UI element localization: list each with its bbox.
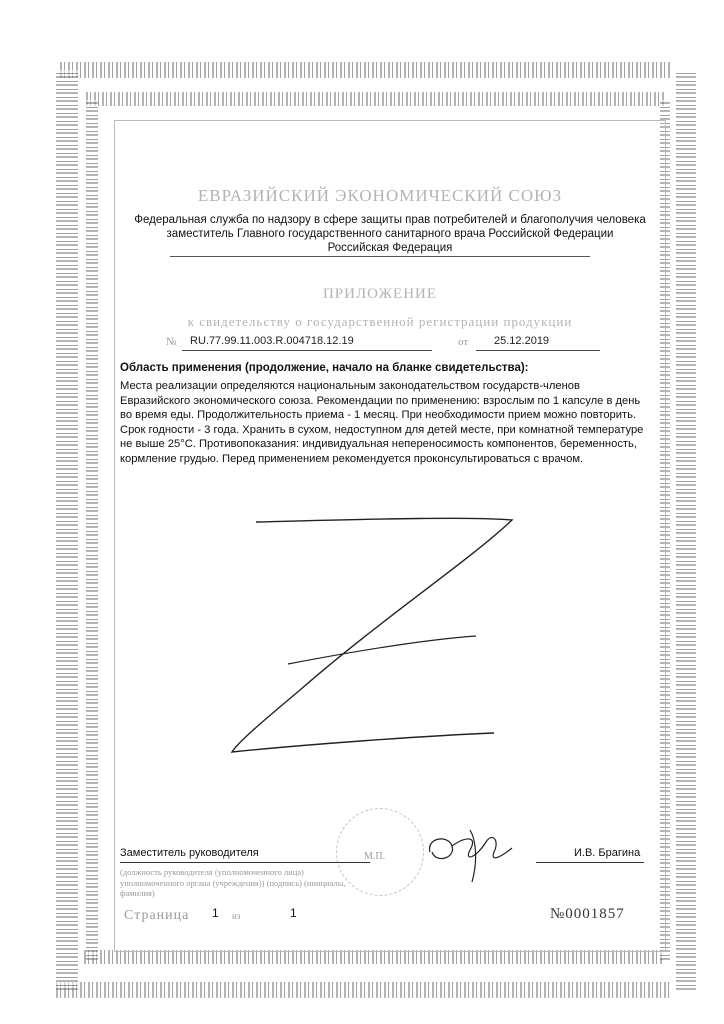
date-label: от [458,336,469,348]
signature-line-left [120,862,370,863]
registration-date: 25.12.2019 [494,335,550,347]
number-label: № [166,336,177,348]
header-line-3: Российская Федерация [327,242,453,254]
header-line-1: Федеральная служба по надзору в сфере защиты прав потребителей и благополучия человека [134,214,646,226]
page-of-label: из [232,911,241,921]
page-total: 1 [290,906,297,920]
page-current: 1 [212,906,219,920]
page-label: Страница [124,908,190,923]
signatory-position: Заместитель руководителя [120,847,259,859]
signatory-caption: (должность руководителя (уполномоченного лица) уполномоченного органа (учреждения)) (подпись) (инициалы, фамилия) [120,867,346,898]
appendix-title: ПРИЛОЖЕНИЕ [322,286,438,302]
signatory-name: И.В. Брагина [574,847,641,859]
signature-line-right [536,862,644,863]
union-title: ЕВРАЗИЙСКИЙ ЭКОНОМИЧЕСКИЙ СОЮЗ [197,186,563,205]
header-line-2: заместитель Главного государственного санитарного врача Российской Федерации [166,228,614,240]
section-text: Места реализации определяются национальным законодательством государств-членов Евразийского экономического союза. Рекомендации по применению: взрослым по 1 капсуле в день во время еды. Продолжительность приема - 1 месяц. При необходимости прием можно повторить. Срок годности - 3 года. Хранить в сухом, недоступном для детей месте, при комнатной температуре не выше 25°С. Противопоказания: индивидуальная непереносимость компонентов, беременность, кормление грудью. Перед применением рекомендуется проконсультироваться с врачом. [120,380,644,465]
form-serial-number: №0001857 [550,906,625,922]
section-title: Область применения (продолжение, начало на бланке свидетельства): [120,362,529,374]
appendix-subtitle: к свидетельству о государственной регистрации продукции [187,314,573,329]
stamp-text: М.П. [364,851,386,862]
registration-number: RU.77.99.11.003.R.004718.12.19 [190,335,354,347]
